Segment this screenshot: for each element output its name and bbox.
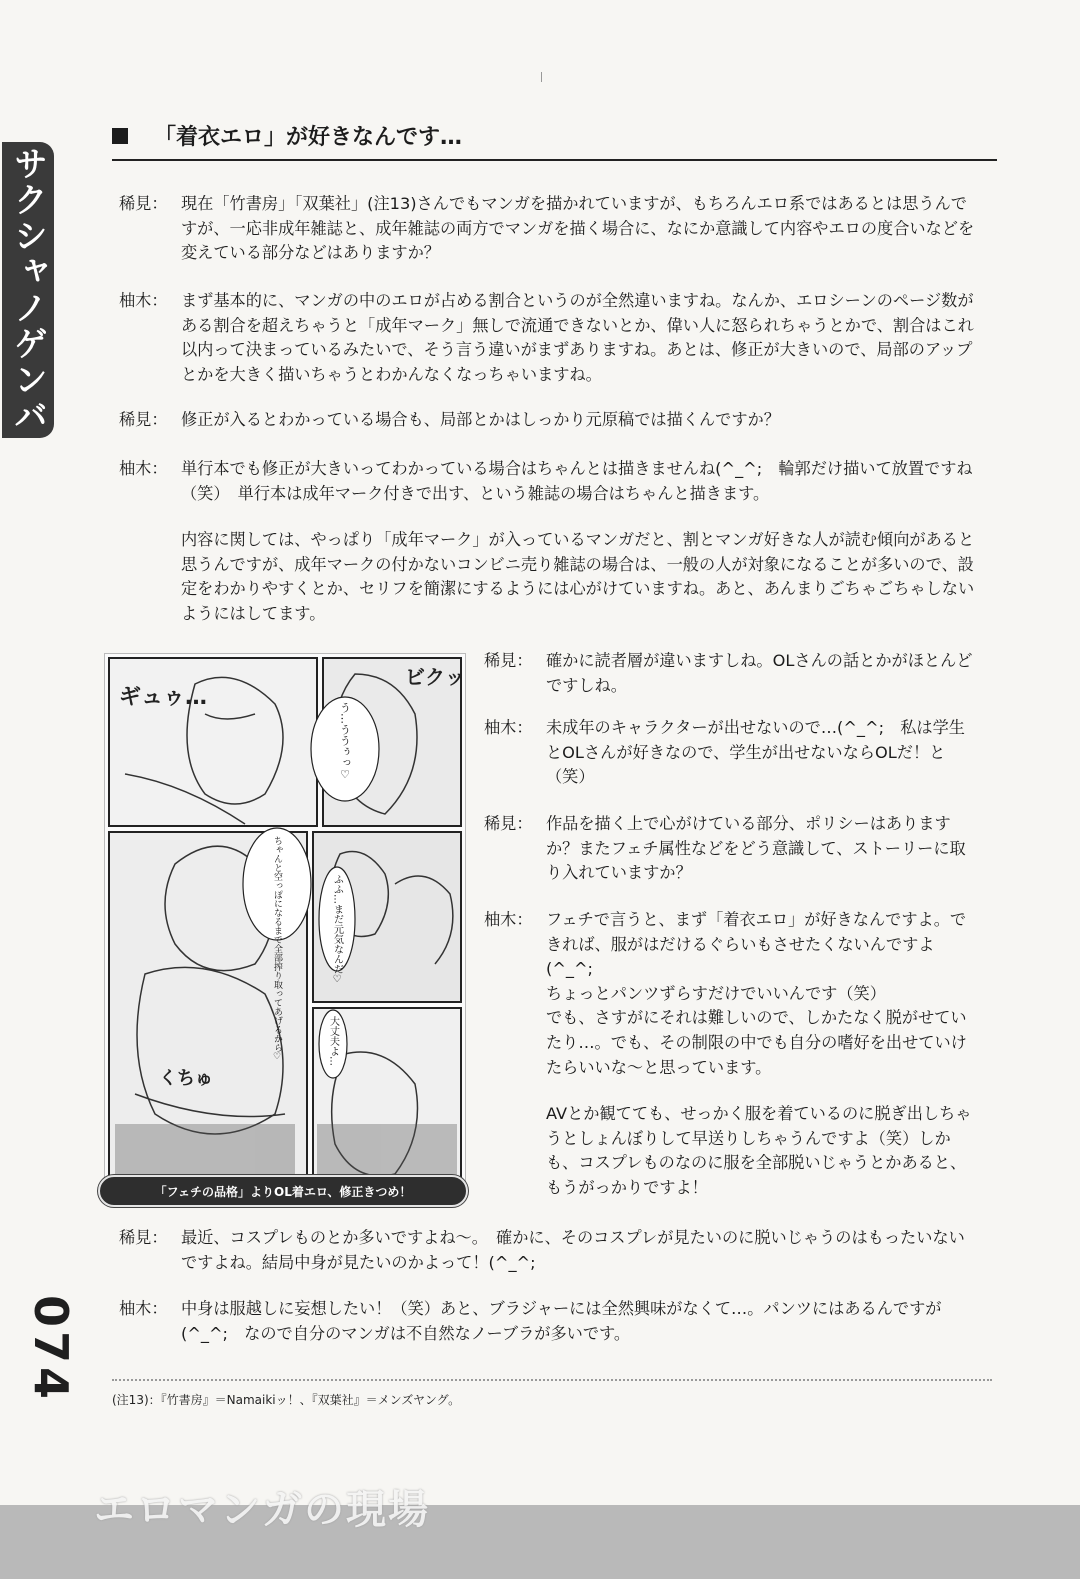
sfx-text: ギュゥ…	[119, 685, 208, 710]
section-side-tab	[2, 142, 54, 438]
manga-panels-image	[105, 654, 465, 1194]
speaker-label: 稀見：	[484, 651, 533, 670]
dialogue-entry	[119, 1226, 975, 1275]
speaker-label: 柚木：	[119, 459, 168, 478]
manga-illustration	[104, 653, 466, 1195]
speaker-label: 柚木：	[119, 1299, 168, 1318]
speaker-label: 柚木：	[484, 910, 533, 929]
dialogue-entry	[119, 408, 975, 433]
footnote: (注13)：『竹書房』＝Namaikiッ！、『双葉社』＝メンズヤング。	[112, 1393, 461, 1407]
dialogue-entry	[484, 812, 976, 886]
speaker-label: 稀見：	[119, 194, 168, 213]
dialogue-entry	[119, 457, 975, 627]
speaker-label: 稀見：	[119, 1228, 168, 1247]
sfx-text: ビクッ	[405, 665, 465, 689]
dialogue-text: 確かに読者層が違いますしね。OLさんの話とかがほとんどですしね。	[546, 651, 973, 695]
footer-title: エロマンガの現場	[94, 1487, 430, 1533]
section-heading	[112, 120, 997, 161]
speech-balloon-text: 大丈夫よ…	[327, 1016, 339, 1066]
dialogue-text: 現在「竹書房」「双葉社」(注13)さんでもマンガを描かれていますが、もちろんエロ系ではあるとは思うんですが、一応非成年雑誌と、成年雑誌の両方でマンガを描く場合に、なにか意識して内容やエロの度合いなどを変えている部分などはありますか？	[181, 194, 975, 263]
dialogue-text: 最近、コスプレものとか多いですよね～。 確かに、そのコスプレが見たいのに脱いじゃうのはもったいないですよね。結局中身が見たいのかよって！(^_^;	[181, 1228, 965, 1272]
dialogue-text: 作品を描く上で心がけている部分、ポリシーはありますか？またフェチ属性などをどう意識して、ストーリーに取り入れていますか？	[546, 814, 966, 883]
dialogue-text: でも、さすがにそれは難しいので、しかたなく脱がせていたり…。でも、その制限の中でも自分の嗜好を出せていけたらいいな～と思っています。	[546, 1008, 967, 1077]
illustration-caption: 「フェチの品格」よりOL着エロ、修正きつめ！	[98, 1175, 468, 1207]
section-heading-text: 「着衣エロ」が好きなんです…	[154, 125, 463, 150]
square-bullet-icon	[112, 128, 128, 144]
dialogue-text: フェチで言うと、まず「着衣エロ」が好きなんですよ。できれば、服がはだけるぐらいもさせたくないんですよ(^_^;	[546, 910, 967, 979]
dialogue-text: AVとか観てても、せっかく服を着ているのに脱ぎ出しちゃうとしょんぼりして早送りしちゃうんですよ（笑）しかも、コスプレものなのに服を全部脱いじゃうとかあると、もうがっかりですよ！	[546, 1104, 972, 1197]
dialogue-text: 単行本でも修正が大きいってわかっている場合はちゃんとは描きませんね(^_^; 輪郭だけ描いて放置ですね（笑） 単行本は成年マーク付きで出す、という雑誌の場合はちゃんと描きます。	[181, 459, 973, 503]
speaker-label: 柚木：	[119, 291, 168, 310]
dialogue-entry	[484, 716, 976, 790]
speech-balloon-text: ちゃんと空っぽになるまで全部搾り取ってあげるから♡	[272, 836, 282, 1062]
dialogue-entry	[484, 908, 976, 1201]
speech-balloon-text: う…ううぅっ♡	[338, 702, 352, 781]
dialogue-entry	[119, 289, 975, 387]
footnote-divider	[112, 1379, 992, 1381]
sfx-text: くちゅ	[159, 1068, 213, 1089]
dialogue-entry	[484, 649, 976, 698]
dialogue-text: ちょっとパンツずらすだけでいいんです（笑）	[546, 983, 886, 1003]
page-number: 074	[24, 1295, 78, 1404]
dialogue-text: 中身は服越しに妄想したい！（笑）あと、ブラジャーには全然興味がなくて…。パンツにはあるんですが(^_^; なので自分のマンガは不自然なノーブラが多いです。	[181, 1299, 942, 1343]
side-tab-label: サクシャノゲンバ	[7, 146, 48, 434]
speaker-label: 稀見：	[484, 814, 533, 833]
speech-balloon-text: ふふ…まだ元気なんだ♡	[331, 874, 343, 985]
speaker-label: 柚木：	[484, 718, 533, 737]
dialogue-entry	[119, 1297, 975, 1346]
dialogue-entry	[119, 192, 975, 266]
dialogue-text: 未成年のキャラクターが出せないので…(^_^; 私は学生とOLさんが好きなので、学生が出せないならOLだ！と（笑）	[546, 718, 965, 787]
dialogue-text: 内容に関しては、やっぱり「成年マーク」が入っているマンガだと、割とマンガ好きな人が読む傾向があると思うんですが、成年マークの付かないコンビニ売り雑誌の場合は、一般の人が対象になることが多いので、設定をわかりやすくとか、セリフを簡潔にするようには心がけていますね。あと、あんまりごちゃごちゃしないようにはしてます。	[181, 530, 975, 623]
dialogue-text: まず基本的に、マンガの中のエロが占める割合というのが全然違いますね。なんか、エロシーンのページ数がある割合を超えちゃうと「成年マーク」無しで流通できないとか、偉い人に怒られちゃうとかで、割合はこれ以内って決まっているみたいで、そう言う違いがまずありますね。あとは、修正が大きいので、局部のアップとかを大きく描いちゃうとわかんなくなっちゃいますね。	[181, 291, 974, 384]
crop-mark	[541, 72, 542, 82]
speaker-label: 稀見：	[119, 410, 168, 429]
dialogue-text: 修正が入るとわかっている場合も、局部とかはしっかり元原稿では描くんですか？	[181, 410, 780, 429]
